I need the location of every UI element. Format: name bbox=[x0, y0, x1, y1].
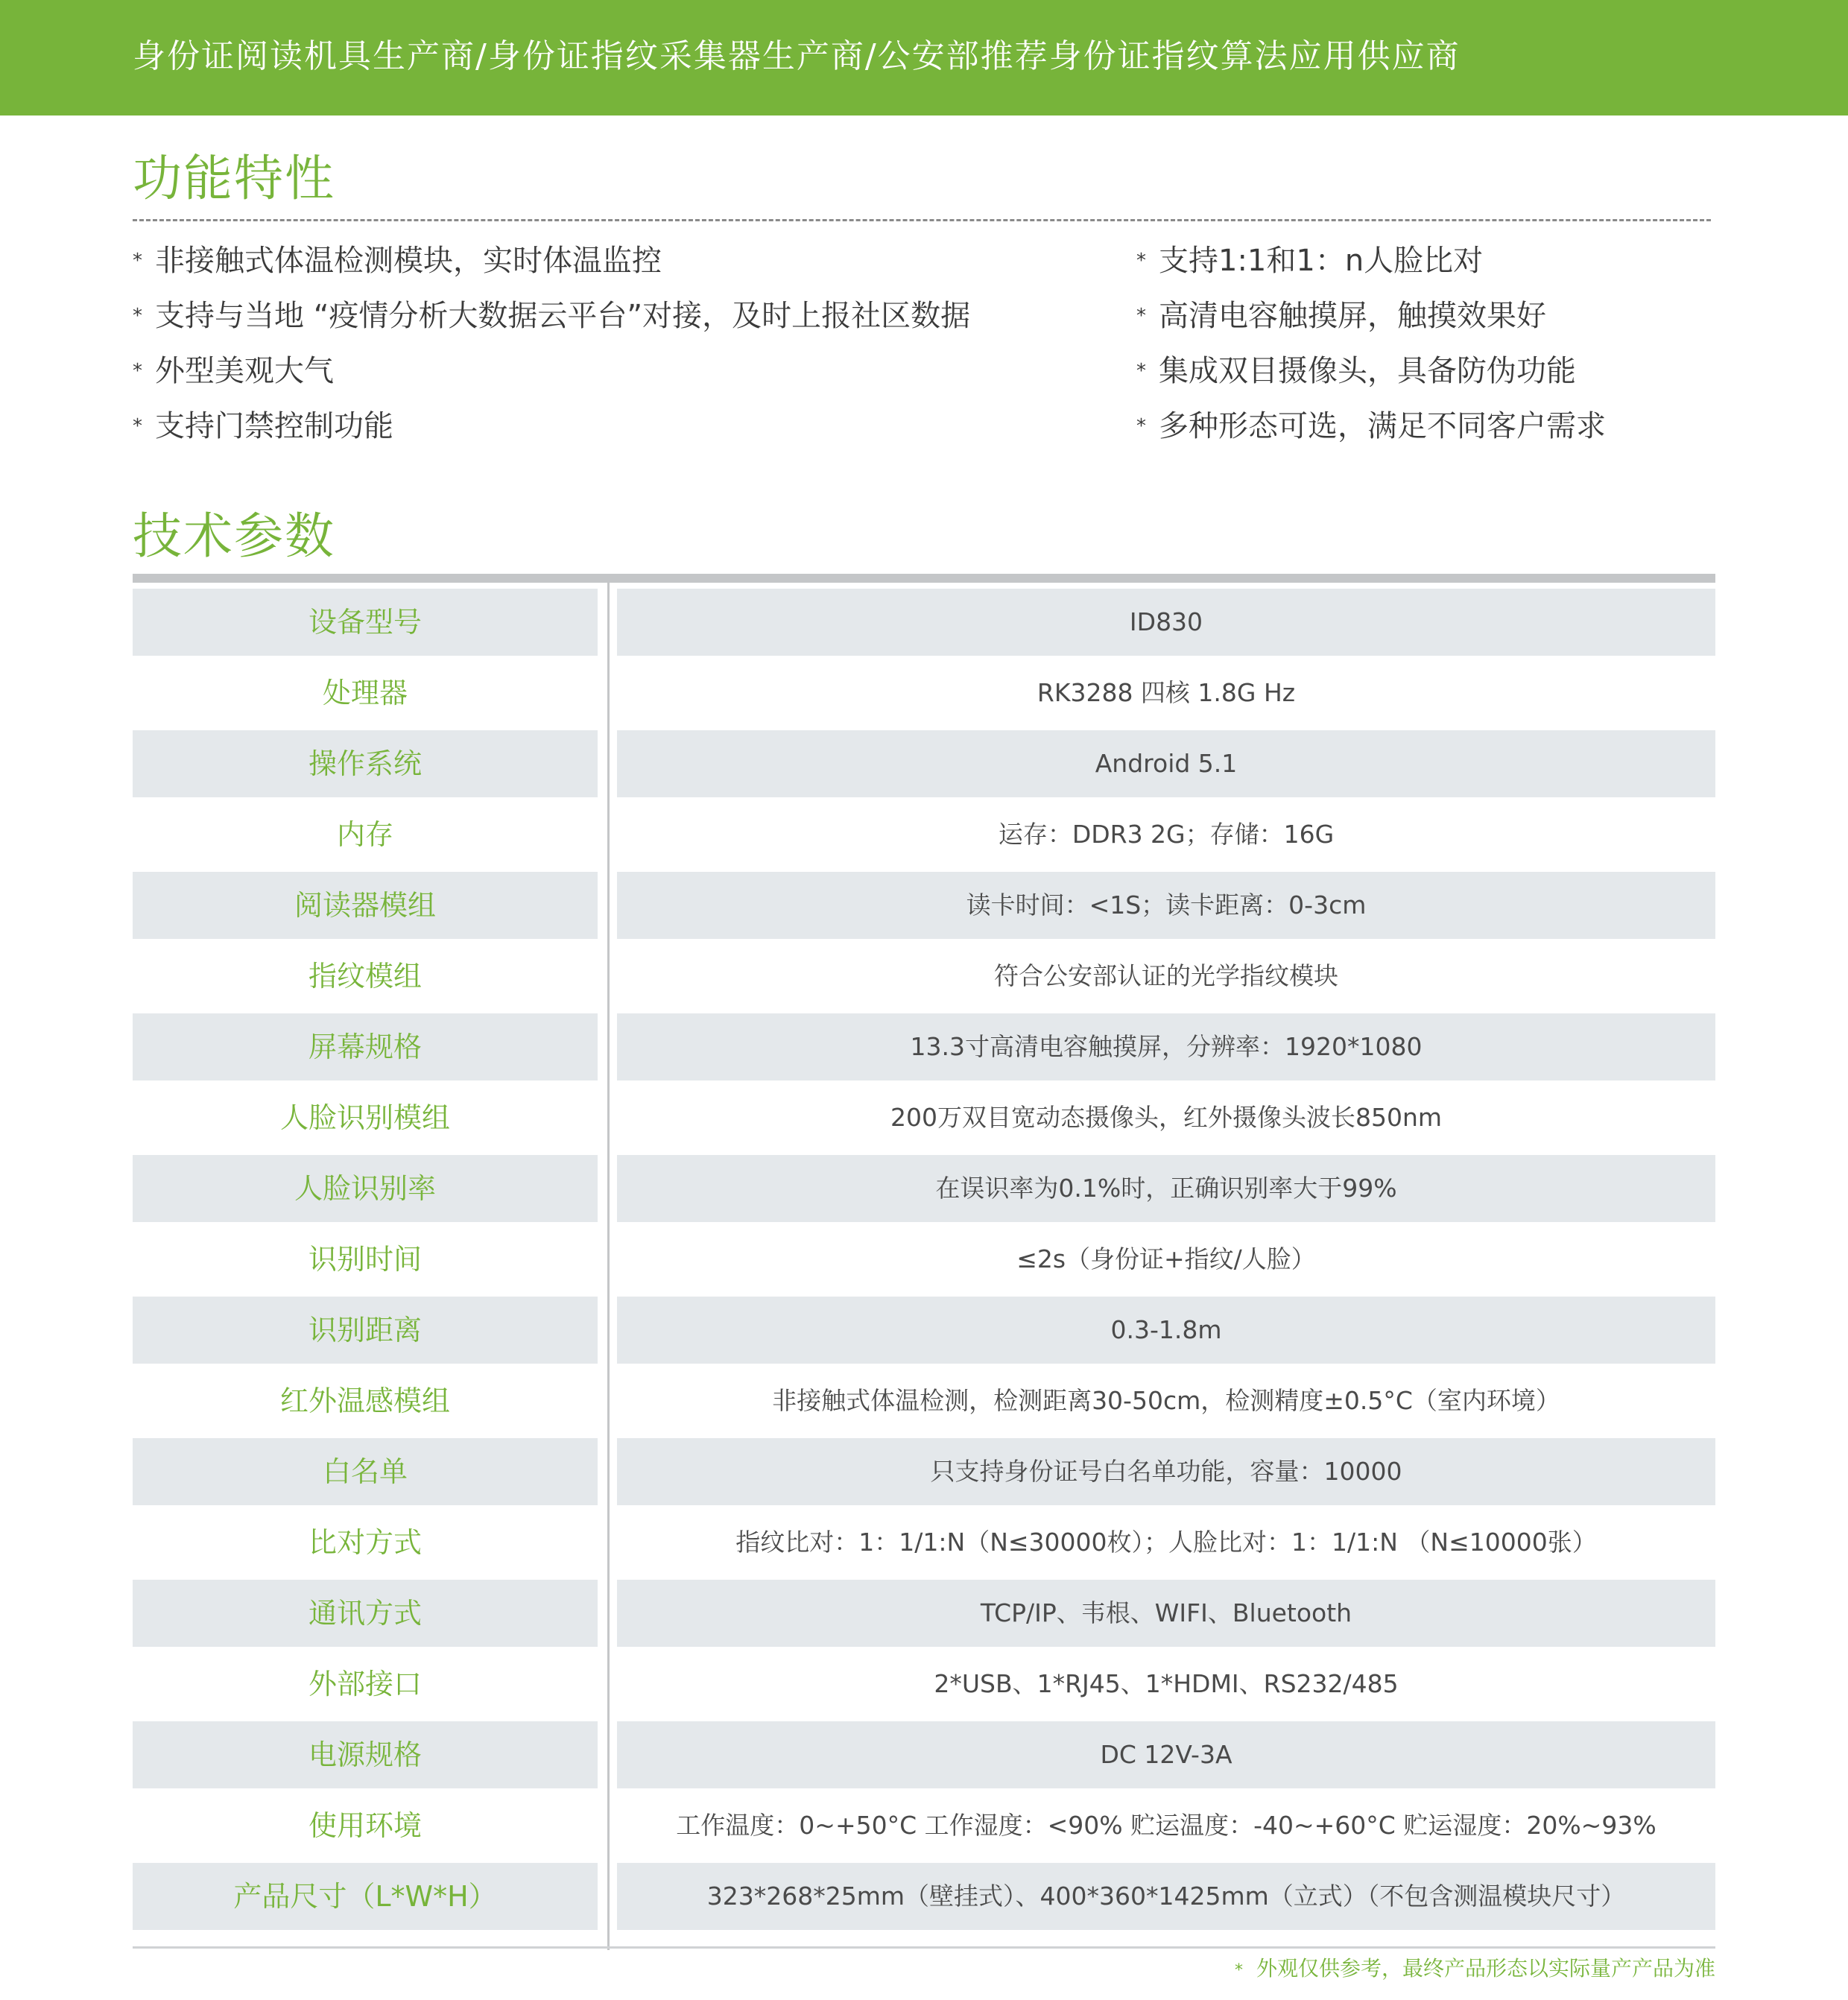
specs-bottom-rule bbox=[133, 1946, 1715, 1949]
spec-value: 200万双目宽动态摄像头，红外摄像头波长850nm bbox=[890, 1103, 1443, 1132]
table-row bbox=[133, 730, 1715, 801]
feature-text: 支持门禁控制功能 bbox=[155, 409, 393, 443]
spec-label: 比对方式 bbox=[308, 1526, 422, 1559]
spec-value: 非接触式体温检测，检测距离30-50cm，检测精度±0.5°C（室内环境） bbox=[772, 1386, 1560, 1415]
table-row bbox=[133, 1438, 1715, 1509]
feature-item bbox=[133, 347, 1086, 402]
feature-item bbox=[133, 402, 1086, 458]
table-row bbox=[133, 659, 1715, 730]
spec-value: TCP/IP、韦根、WIFI、Bluetooth bbox=[617, 1580, 1715, 1647]
star-bullet-icon: * bbox=[133, 415, 142, 437]
spec-value: 工作温度：0~+50°C 工作湿度：<90% 贮运温度：-40~+60°C 贮运湿度：20%~93% bbox=[676, 1811, 1656, 1840]
spec-value: 13.3寸高清电容触摸屏，分辨率：1920*1080 bbox=[617, 1013, 1715, 1080]
features-left-list bbox=[133, 237, 1086, 458]
spec-label: 电源规格 bbox=[133, 1721, 598, 1788]
star-bullet-icon: * bbox=[133, 360, 142, 382]
star-bullet-icon: * bbox=[1136, 415, 1146, 437]
spec-value: 只支持身份证号白名单功能，容量：10000 bbox=[617, 1438, 1715, 1505]
feature-item bbox=[1136, 292, 1718, 347]
table-row bbox=[133, 1792, 1715, 1863]
spec-label: 人脸识别模组 bbox=[279, 1101, 450, 1134]
spec-value: 读卡时间：<1S；读卡距离：0-3cm bbox=[617, 872, 1715, 939]
specs-top-rule bbox=[133, 574, 1715, 583]
spec-label: 通讯方式 bbox=[133, 1580, 598, 1647]
table-row bbox=[133, 1226, 1715, 1297]
spec-value: 运存：DDR3 2G；存储：16G bbox=[998, 820, 1335, 849]
feature-text: 外型美观大气 bbox=[155, 354, 334, 388]
star-bullet-icon: * bbox=[1136, 305, 1146, 327]
spec-label: 使用环境 bbox=[308, 1809, 422, 1842]
table-row bbox=[133, 943, 1715, 1013]
spec-value: 指纹比对：1：1/1:N（N≤30000枚）；人脸比对：1：1/1:N （N≤10000张） bbox=[735, 1528, 1597, 1557]
feature-item bbox=[1136, 347, 1718, 402]
footnote bbox=[1235, 1952, 1715, 1987]
spec-value: Android 5.1 bbox=[617, 730, 1715, 797]
feature-text: 支持1:1和1：n人脸比对 bbox=[1159, 244, 1484, 278]
table-row bbox=[133, 1155, 1715, 1226]
table-row bbox=[133, 1721, 1715, 1792]
spec-label: 处理器 bbox=[322, 677, 408, 709]
feature-item bbox=[133, 292, 1086, 347]
star-bullet-icon: * bbox=[133, 305, 142, 327]
spec-value: 0.3-1.8m bbox=[617, 1297, 1715, 1364]
spec-label: 识别时间 bbox=[308, 1243, 422, 1276]
spec-label: 白名单 bbox=[133, 1438, 598, 1505]
star-bullet-icon: * bbox=[1136, 250, 1146, 272]
spec-label: 指纹模组 bbox=[308, 960, 422, 993]
top-banner bbox=[0, 0, 1848, 115]
features-divider bbox=[133, 219, 1711, 221]
table-row bbox=[133, 589, 1715, 659]
table-row bbox=[133, 1297, 1715, 1367]
spec-label: 设备型号 bbox=[133, 589, 598, 656]
spec-label: 阅读器模组 bbox=[133, 872, 598, 939]
specs-table bbox=[133, 589, 1715, 1934]
footnote-text: 外观仅供参考，最终产品形态以实际量产产品为准 bbox=[1256, 1956, 1715, 1981]
star-bullet-icon: * bbox=[1234, 1961, 1243, 1980]
table-row bbox=[133, 1013, 1715, 1084]
spec-label: 红外温感模组 bbox=[279, 1385, 450, 1417]
star-bullet-icon: * bbox=[133, 250, 142, 272]
table-row bbox=[133, 1580, 1715, 1651]
spec-value: 323*268*25mm（壁挂式）、400*360*1425mm（立式）（不包含测温模块尺寸） bbox=[617, 1863, 1715, 1930]
spec-value: ID830 bbox=[617, 589, 1715, 656]
star-bullet-icon: * bbox=[1136, 360, 1146, 382]
table-row bbox=[133, 801, 1715, 872]
table-row bbox=[133, 1863, 1715, 1934]
features-right-list bbox=[1136, 237, 1718, 458]
table-row bbox=[133, 872, 1715, 943]
spec-value: 符合公安部认证的光学指纹模块 bbox=[994, 961, 1338, 990]
spec-value: ≤2s（身份证+指纹/人脸） bbox=[1016, 1244, 1316, 1273]
spec-label: 人脸识别率 bbox=[133, 1155, 598, 1222]
features-title: 功能特性 bbox=[133, 150, 335, 207]
table-row bbox=[133, 1509, 1715, 1580]
spec-label: 操作系统 bbox=[133, 730, 598, 797]
feature-item bbox=[133, 237, 1086, 292]
table-row bbox=[133, 1084, 1715, 1155]
feature-text: 支持与当地 “疫情分析大数据云平台”对接，及时上报社区数据 bbox=[155, 299, 971, 333]
spec-value: 在误识率为0.1%时，正确识别率大于99% bbox=[617, 1155, 1715, 1222]
spec-label: 外部接口 bbox=[308, 1668, 422, 1700]
feature-text: 非接触式体温检测模块，实时体温监控 bbox=[155, 244, 662, 278]
spec-value: RK3288 四核 1.8G Hz bbox=[1037, 678, 1296, 707]
spec-value: 2*USB、1*RJ45、1*HDMI、RS232/485 bbox=[934, 1669, 1399, 1698]
spec-label: 识别距离 bbox=[133, 1297, 598, 1364]
spec-value: DC 12V-3A bbox=[617, 1721, 1715, 1788]
spec-label: 产品尺寸（L*W*H） bbox=[133, 1863, 598, 1930]
specs-title: 技术参数 bbox=[133, 507, 335, 565]
feature-text: 集成双目摄像头，具备防伪功能 bbox=[1159, 354, 1576, 388]
feature-item bbox=[1136, 402, 1718, 458]
feature-text: 多种形态可选，满足不同客户需求 bbox=[1159, 409, 1606, 443]
spec-label: 内存 bbox=[336, 818, 393, 851]
table-row bbox=[133, 1651, 1715, 1721]
feature-item bbox=[1136, 237, 1718, 292]
spec-label: 屏幕规格 bbox=[133, 1013, 598, 1080]
table-row bbox=[133, 1367, 1715, 1438]
feature-text: 高清电容触摸屏，触摸效果好 bbox=[1159, 299, 1546, 333]
banner-text: 身份证阅读机具生产商/身份证指纹采集器生产商/公安部推荐身份证指纹算法应用供应商 bbox=[133, 37, 1461, 75]
